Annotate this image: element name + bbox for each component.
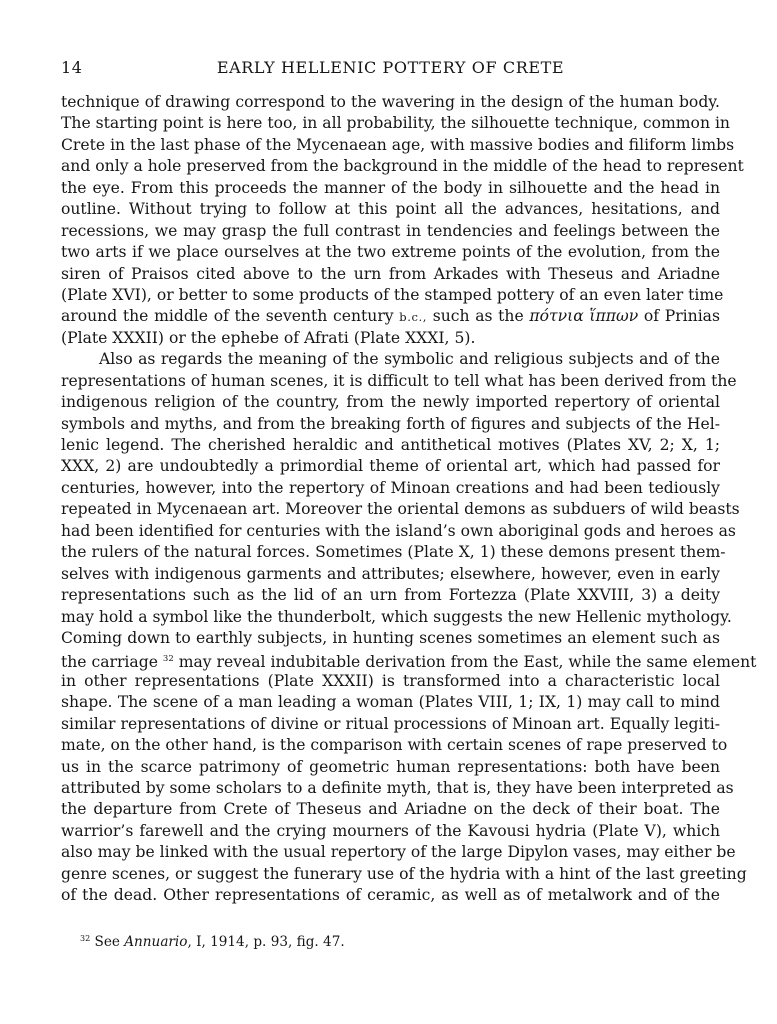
text-line: also may be linked with the usual repertory of the large Dipylon vases, may either be — [61, 843, 736, 862]
text-line-paragraph-start: Also as regards the meaning of the symbolic and religious subjects and of the — [99, 350, 720, 369]
text-line: warrior’s farewell and the crying mourners of the Kavousi hydria (Plate V), which — [61, 821, 720, 840]
footnote-number: 32 — [80, 934, 91, 943]
text-line: technique of drawing correspond to the wavering in the design of the human body. — [61, 93, 720, 111]
text-line: mate, on the other hand, is the comparison with certain scenes of rape preserved to — [61, 736, 728, 755]
text-line: symbols and myths, and from the breaking forth of figures and subjects of the Hel- — [61, 414, 720, 433]
running-head: EARLY HELLENIC POTTERY OF CRETE — [216, 58, 565, 77]
text-line: the departure from Crete of Theseus and Ariadne on the deck of their boat. The — [61, 800, 720, 819]
text-line: The starting point is here too, in all probability, the silhouette technique, common in — [61, 114, 730, 133]
text-line: the rulers of the natural forces. Sometimes (Plate X, 1) these demons present them- — [61, 543, 726, 562]
text-line: representations of human scenes, it is difficult to tell what has been derived from the — [61, 371, 737, 390]
text-line: indigenous religion of the country, from the newly imported repertory of oriental — [61, 393, 720, 412]
text-line-with-footnote-ref — [61, 649, 757, 672]
text-line: the eye. From this proceeds the manner of the body in silhouette and the head in — [61, 178, 720, 197]
footnote-prefix: See — [90, 934, 125, 950]
text-line: attributed by some scholars to a definite myth, that is, they have been interpreted as — [61, 779, 734, 797]
page-number: 14 — [61, 58, 83, 77]
footnote-reference[interactable]: 32 — [162, 654, 174, 665]
greek-phrase: πότνια ἵππων — [529, 307, 639, 326]
text-line: siren of Praisos cited above to the urn from Arkades with Theseus and Ariadne — [61, 264, 720, 283]
text-segment: may reveal indubitable derivation from the East, while the same element — [173, 653, 757, 672]
text-line: XXX, 2) are undoubtedly a primordial theme of oriental art, which had passed for — [61, 457, 720, 476]
text-line: lenic legend. The cherished heraldic and antithetical motives (Plates XV, 2; X, 1; — [61, 436, 720, 454]
text-line: and only a hole preserved from the background in the middle of the head to represent — [61, 157, 744, 176]
text-line: Coming down to earthly subjects, in hunting scenes sometimes an element such as — [61, 628, 720, 647]
text-line-with-greek — [61, 306, 720, 327]
text-line: in other representations (Plate XXXII) is transformed into a characteristic local — [61, 671, 720, 690]
text-line: (Plate XVI), or better to some products of the stamped pottery of an even later time — [61, 285, 724, 304]
text-line: selves with indigenous garments and attributes; elsewhere, however, even in early — [61, 564, 720, 583]
era-abbreviation: b.c., — [399, 310, 428, 325]
text-line: shape. The scene of a man leading a woman (Plates VIII, 1; IX, 1) may call to mind — [61, 693, 720, 712]
text-line: similar representations of divine or ritual processions of Minoan art. Equally legiti- — [61, 714, 720, 733]
footnote-title: Annuario — [124, 934, 188, 950]
page-header — [61, 58, 720, 80]
text-segment: of Prinias — [638, 307, 720, 326]
text-segment: the carriage — [61, 653, 158, 672]
text-line: outline. Without trying to follow at this point all the advances, hesitations, and — [61, 200, 720, 219]
text-segment: such as the — [427, 307, 530, 326]
text-line: centuries, however, into the repertory of Minoan creations and had been tediously — [61, 478, 720, 497]
footnote-citation: , I, 1914, p. 93, fig. 47. — [187, 934, 345, 950]
text-line-paragraph-end: (Plate XXXII) or the ephebe of Afrati (Plate XXXI, 5). — [61, 328, 476, 347]
text-line: representations such as the lid of an urn from Fortezza (Plate XXVIII, 3) a deity — [61, 586, 720, 605]
text-line: two arts if we place ourselves at the two extreme points of the evolution, from the — [61, 243, 720, 262]
text-line: had been identified for centuries with the island’s own aboriginal gods and heroes as — [61, 521, 736, 540]
text-line: genre scenes, or suggest the funerary use of the hydria with a hint of the last greeting — [61, 864, 747, 883]
text-line: us in the scarce patrimony of geometric human representations: both have been — [61, 757, 720, 776]
text-line: Crete in the last phase of the Mycenaean age, with massive bodies and filiform limbs — [61, 135, 735, 154]
text-line: may hold a symbol like the thunderbolt, which suggests the new Hellenic mythology. — [61, 607, 732, 626]
body-text — [61, 92, 757, 907]
text-segment: around the middle of the seventh century — [61, 307, 394, 326]
text-line: recessions, we may grasp the full contrast in tendencies and feelings between the — [61, 221, 720, 240]
text-line: repeated in Mycenaean art. Moreover the oriental demons as subduers of wild beasts — [61, 500, 740, 519]
footnote — [80, 934, 345, 950]
text-line: of the dead. Other representations of ceramic, as well as of metalwork and of the — [61, 886, 720, 905]
